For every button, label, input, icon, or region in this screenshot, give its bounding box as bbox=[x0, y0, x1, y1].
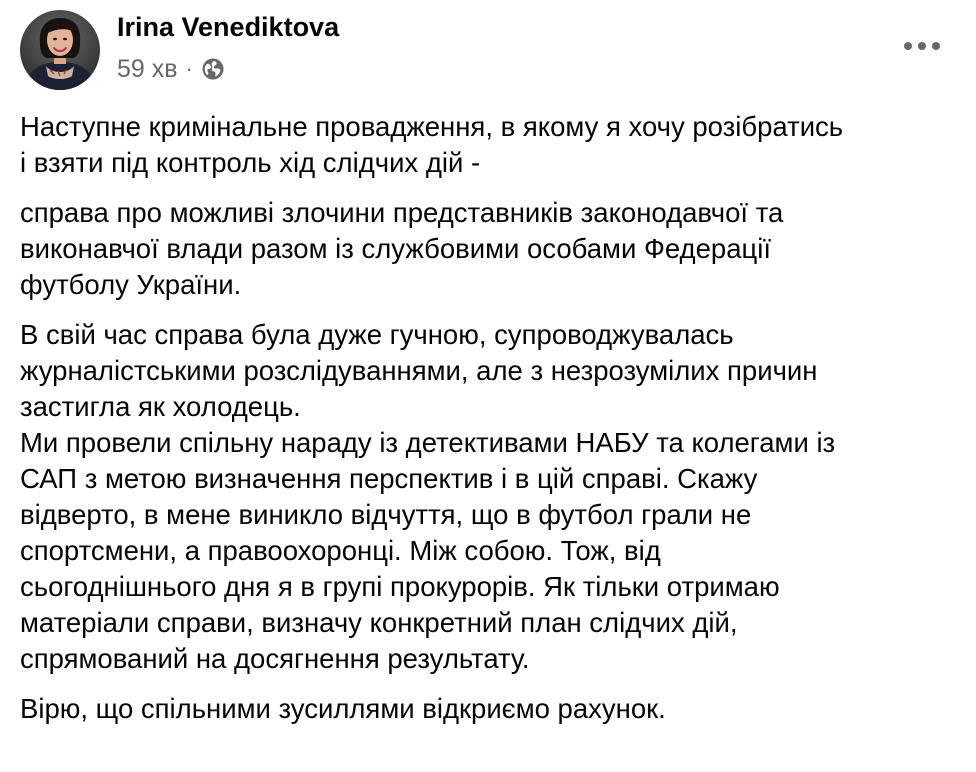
post-line: відверто, в мене виникло відчуття, що в футбол грали не bbox=[20, 499, 752, 530]
post-line: застигла як холодець. bbox=[20, 391, 301, 422]
author-avatar[interactable] bbox=[20, 10, 100, 90]
post-line: і взяти під контроль хід слідчих дій - bbox=[20, 147, 481, 178]
author-name[interactable]: Irina Venediktova bbox=[117, 12, 340, 42]
more-options-icon[interactable] bbox=[894, 28, 950, 64]
post-paragraph bbox=[20, 317, 965, 677]
post-line: справа про можливі злочини представників законодавчої та bbox=[20, 197, 784, 228]
post-timestamp[interactable]: 59 хв bbox=[117, 54, 178, 83]
post-paragraph bbox=[20, 109, 965, 181]
profile-photo bbox=[20, 10, 100, 90]
post-line: Ми провели спільну нараду із детективами НАБУ та колегами із bbox=[20, 427, 836, 458]
post-line: В свій час справа була дуже гучною, супроводжувалась bbox=[20, 319, 734, 350]
meta-separator: · bbox=[185, 56, 193, 81]
globe-icon[interactable] bbox=[201, 57, 225, 81]
post-line: спрямований на досягнення результату. bbox=[20, 643, 530, 674]
post-line: Наступне кримінальне провадження, в якому я хочу розібратись bbox=[20, 111, 844, 142]
post-line: Вірю, що спільними зусиллями відкриємо рахунок. bbox=[20, 693, 666, 724]
post-line: спортсмени, а правоохоронці. Між собою. Тож, від bbox=[20, 535, 661, 566]
post-paragraph bbox=[20, 195, 965, 303]
post-paragraph bbox=[20, 691, 965, 727]
post-line: журналістськими розслідуваннями, але з незрозумілих причин bbox=[20, 355, 818, 386]
post-line: матеріали справи, визначу конкретний план слідчих дій, bbox=[20, 607, 738, 638]
post-meta bbox=[117, 54, 225, 84]
post-body bbox=[20, 109, 965, 741]
post-line: виконавчої влади разом із службовими особами Федерації bbox=[20, 233, 771, 264]
post-line: сьогоднішнього дня я в групі прокурорів. Як тільки отримаю bbox=[20, 571, 780, 602]
post-line: футболу України. bbox=[20, 269, 242, 300]
post-line: САП з метою визначення перспектив і в цій справі. Скажу bbox=[20, 463, 758, 494]
